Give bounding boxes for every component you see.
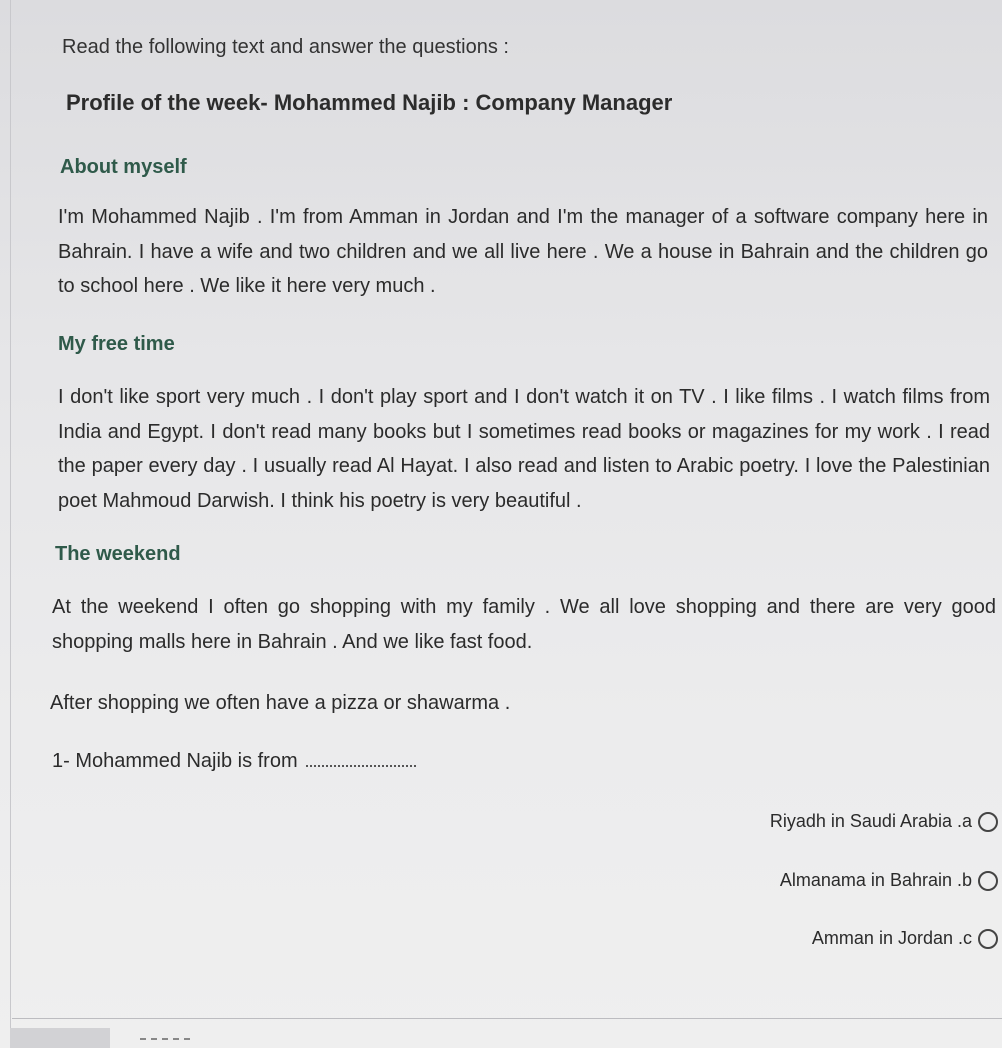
option-c[interactable]: [812, 928, 998, 949]
option-b-radio[interactable]: [978, 871, 998, 891]
option-b-label: Almanama in Bahrain .b: [779, 870, 972, 890]
option-b[interactable]: [780, 870, 998, 891]
bottom-tab: [10, 1028, 110, 1048]
paragraph-after-shopping: After shopping we often have a pizza or shawarma .: [50, 692, 511, 714]
instruction-text: Read the following text and answer the questions :: [62, 36, 509, 58]
option-a-radio[interactable]: [978, 812, 998, 832]
bottom-marks: [140, 1038, 190, 1042]
paragraph-weekend: At the weekend I often go shopping with my family . We all love shopping and there are very good shopping malls here in Bahrain . And we like fast food.: [52, 596, 996, 653]
heading-about-myself: About myself: [60, 156, 187, 178]
paragraph-free-time: I don't like sport very much . I don't play sport and I don't watch it on TV . I like films . I watch films from India and Egypt. I don't read many books but I sometimes read books or magazines for my work . I read the paper every day . I usually read Al Hayat. I also read and listen to Arabic poetry. I love the Palestinian poet Mahmoud Darwish. I think his poetry is very beautiful .: [58, 386, 990, 512]
option-a-label: Riyadh in Saudi Arabia .a: [769, 811, 972, 831]
page-edge-rule: [10, 0, 11, 1048]
option-c-label: Amman in Jordan .c: [811, 928, 972, 948]
bottom-divider: [12, 1018, 1002, 1019]
question-1: [52, 750, 416, 773]
profile-title: Profile of the week- Mohammed Najib : Company Manager: [66, 90, 673, 115]
option-c-radio[interactable]: [978, 929, 998, 949]
heading-weekend: The weekend: [55, 543, 181, 565]
answer-blank: [306, 751, 416, 767]
paragraph-about-myself: I'm Mohammed Najib . I'm from Amman in Jordan and I'm the manager of a software company here in Bahrain. I have a wife and two children and we all live here . We a house in Bahrain and the children go to school here . We like it here very much .: [58, 206, 988, 297]
heading-free-time: My free time: [58, 333, 175, 355]
question-1-text: 1- Mohammed Najib is from: [52, 750, 298, 772]
option-a[interactable]: [770, 811, 998, 832]
